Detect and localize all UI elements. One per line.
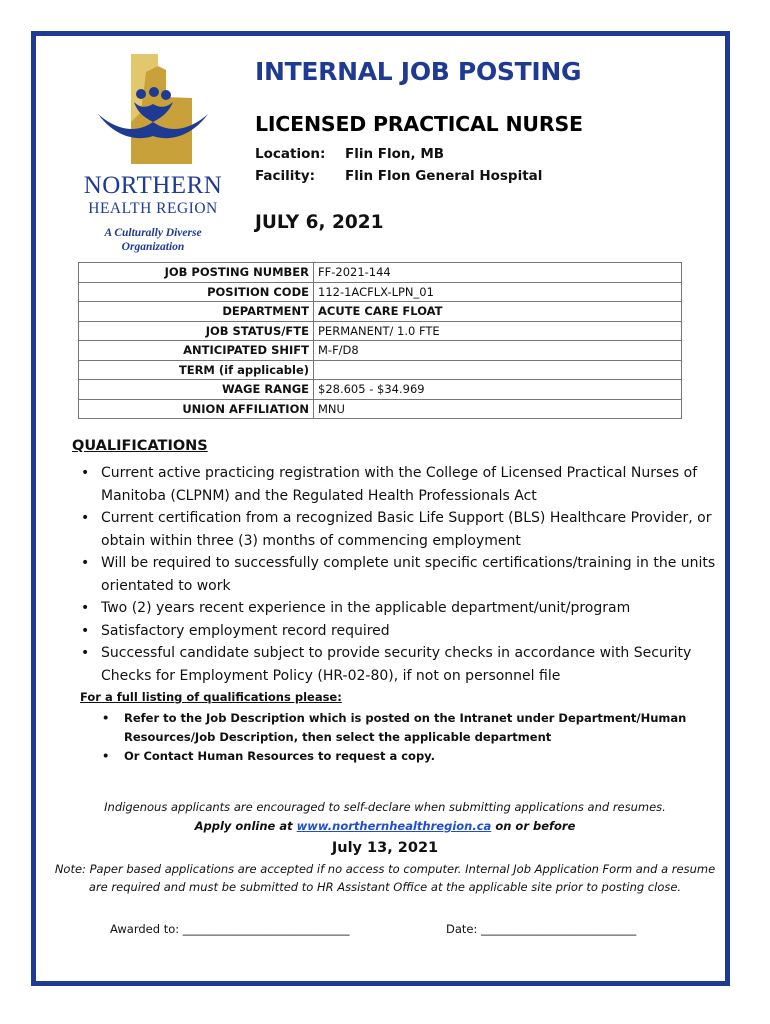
row-label: JOB STATUS/FTE [79,321,314,341]
manitoba-map-icon [96,52,210,172]
awarded-to-field [110,922,350,936]
list-item: • Two (2) years recent experience in the applicable department/unit/program [78,597,728,620]
awarded-blank: _____________________________ [182,922,350,936]
list-item: • Refer to the Job Description which is posted on the Intranet under Department/Human Resources/Job Description, then select the applicable department [100,709,690,747]
awarded-label: Awarded to: [110,922,180,936]
apply-prefix: Apply online at [194,819,293,833]
row-value: 112-1ACFLX-LPN_01 [314,282,682,302]
list-item: • Current certification from a recognized Basic Life Support (BLS) Healthcare Provider, or obtain within three (3) months of commencing employment [78,507,728,552]
closing-date: July 13, 2021 [331,840,439,856]
full-listing-list [100,709,690,766]
table-row [79,380,682,400]
facility-row [255,168,542,184]
logo-tagline [78,226,228,254]
table-row [79,282,682,302]
website-link[interactable]: www.northernhealthregion.ca [296,819,492,833]
row-value [314,360,682,380]
logo-name-line1: NORTHERN [83,172,223,199]
row-value: PERMANENT/ 1.0 FTE [314,321,682,341]
date-blank: ___________________________ [481,922,637,936]
row-value: ACUTE CARE FLOAT [314,302,682,322]
row-label: POSITION CODE [79,282,314,302]
row-value: M-F/D8 [314,341,682,361]
list-item: • Satisfactory employment record required [78,620,728,643]
qualifications-heading: QUALIFICATIONS [72,438,208,454]
table-row [79,263,682,283]
row-label: TERM (if applicable) [79,360,314,380]
apply-suffix: on or before [495,819,576,833]
date-field [446,922,636,936]
row-value: MNU [314,399,682,419]
page-title: INTERNAL JOB POSTING [255,57,582,86]
facility-value: Flin Flon General Hospital [345,168,543,184]
apply-online-line [35,819,735,833]
row-label: WAGE RANGE [79,380,314,400]
table-row [79,341,682,361]
qualifications-list [78,462,728,687]
paper-application-note: Note: Paper based applications are accepted if no access to computer. Internal Job Application Form and a resume are required and must be submitted to HR Assistant Office at the applicable site prior to posting close. [54,862,716,894]
location-row [255,146,444,162]
posting-date: JULY 6, 2021 [255,212,384,233]
logo-name-line2: HEALTH REGION [88,200,218,217]
location-label: Location: [255,146,326,162]
facility-label: Facility: [255,168,316,184]
row-value: FF-2021-144 [314,263,682,283]
position-title: LICENSED PRACTICAL NURSE [255,112,583,136]
table-row [79,360,682,380]
table-row [79,302,682,322]
posting-info-table [78,262,682,419]
date-label: Date: [446,922,478,936]
row-label: JOB POSTING NUMBER [79,263,314,283]
logo-tagline-line1: A Culturally Diverse [104,227,202,239]
table-row [79,399,682,419]
northern-health-region-logo [78,48,228,258]
list-item: • Successful candidate subject to provide security checks in accordance with Security Checks for Employment Policy (HR-02-80), if not on personnel file [78,642,728,687]
row-label: DEPARTMENT [79,302,314,322]
list-item: • Will be required to successfully complete unit specific certifications/training in the units orientated to work [78,552,728,597]
full-listing-heading: For a full listing of qualifications please: [80,690,342,704]
location-value: Flin Flon, MB [345,146,445,162]
row-label: UNION AFFILIATION [79,399,314,419]
row-value: $28.605 - $34.969 [314,380,682,400]
row-label: ANTICIPATED SHIFT [79,341,314,361]
table-row [79,321,682,341]
indigenous-note: Indigenous applicants are encouraged to self-declare when submitting applications and resumes. [104,800,666,814]
list-item: • Or Contact Human Resources to request a copy. [100,747,690,766]
list-item: • Current active practicing registration with the College of Licensed Practical Nurses of Manitoba (CLPNM) and the Regulated Health Professionals Act [78,462,728,507]
logo-tagline-line2: Organization [121,241,185,253]
